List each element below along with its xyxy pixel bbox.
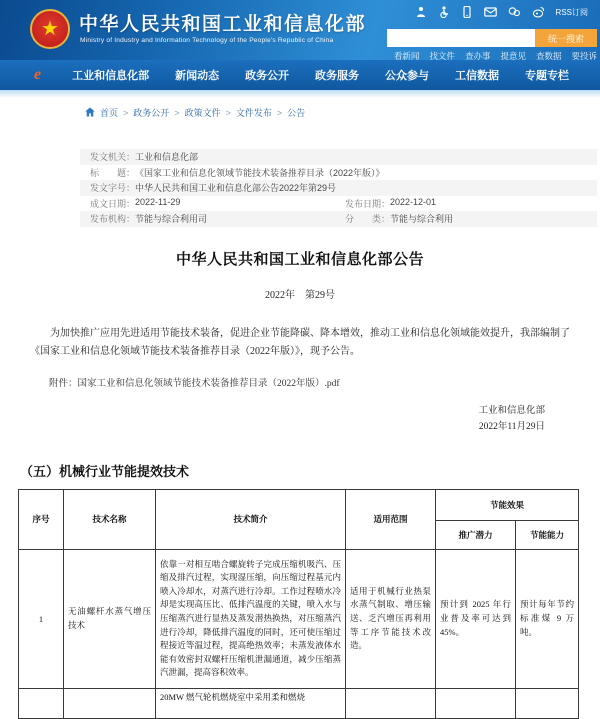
meta-label: 发文机关： [90,152,136,163]
signature-agency: 工业和信息化部 [478,405,545,416]
announcement-issue-number: 2022年 第29号 [265,289,335,301]
meta-value: 2022-11-29 [135,196,181,207]
col-header-effect-group: 节能效果 [436,489,579,520]
cell-no: 1 [19,549,64,688]
cell-no [19,688,64,718]
section-heading: （五）机械行业节能提效技术 [20,463,190,479]
home-icon[interactable] [85,107,95,119]
header-icon-bar [415,6,588,18]
meta-value: 节能与综合利用 [390,214,454,225]
meta-label: 发布机构： [90,214,136,225]
meta-label: 发文字号： [90,183,136,194]
wechat-icon[interactable] [508,6,521,18]
search-bar [387,29,597,47]
signature-date: 2022年11月29日 [478,422,545,433]
breadcrumb-policy-files[interactable]: 政策文件 [184,108,221,118]
col-header-name: 技术名称 [64,489,156,549]
meta-value: 2022-12-01 [390,196,437,207]
meta-value: 中华人民共和国工业和信息化部公告2022年第29号 [135,183,337,194]
cell-capability: 预计每年节约标准煤 9 万吨。 [516,549,579,688]
breadcrumb-separator: > [276,107,283,118]
cell-scope: 适用于机械行业热泵水蒸气制取、增压输送、乏汽增压再利用等工序节能技术改造。 [346,549,436,688]
table-row [19,549,579,688]
attachment-pdf-link[interactable]: 附件：国家工业和信息化领域节能技术装备推荐目录（2022年版）.pdf [49,378,340,389]
nav-item-participation[interactable]: 公众参与 [385,70,430,82]
col-header-capability: 节能能力 [516,520,579,549]
announcement-paragraph: 为加快推广应用先进适用节能技术装备，促进企业节能降碳、降本增效，推动工业和信息化领域能效提升，我部编制了《国家工业和信息化领域节能技术装备推荐目录（2022年版）》，现予公告。 [30,327,570,357]
breadcrumb-file-release[interactable]: 文件发布 [235,108,272,118]
breadcrumb [85,106,600,119]
unified-search-button[interactable]: 统一搜索 [535,29,597,47]
mail-icon[interactable] [484,6,497,18]
rss-subscribe-link[interactable]: RSS订阅 [555,7,588,17]
breadcrumb-home[interactable]: 首页 [100,108,119,118]
search-input[interactable] [387,29,535,47]
col-header-no: 序号 [19,489,64,549]
meta-row-doc-number [80,180,597,196]
cell-capability [516,688,579,718]
cell-potential [436,688,516,718]
mobile-icon[interactable] [461,6,473,18]
site-title: 中华人民共和国工业和信息化部 [79,14,367,35]
nav-item-gov-services[interactable]: 政务服务 [315,70,360,82]
cell-tech-intro: 20MW 燃气轮机燃烧室中采用柔和燃烧 [156,688,346,718]
header-fade-strip [0,90,600,98]
breadcrumb-separator: > [225,107,231,118]
meta-row-title [80,165,597,181]
weibo-icon[interactable] [532,6,545,18]
cell-potential: 预计到 2025 年行业普及率可达到 45%。 [436,549,516,688]
quick-link-news[interactable]: 看新闻 [393,51,420,61]
cell-tech-name [64,688,156,718]
national-emblem-icon: ★ [30,9,70,49]
sign-language-icon[interactable] [415,6,427,18]
meta-row-issuer [80,149,597,165]
meta-value: 工业和信息化部 [135,152,199,163]
meta-value: 节能与综合利用司 [135,214,208,225]
main-nav [0,60,600,90]
document-meta-box [80,149,597,227]
meta-label: 发布日期： [345,198,391,209]
breadcrumb-separator: > [123,107,129,118]
col-header-scope: 适用范围 [346,489,436,549]
breadcrumb-separator: > [174,107,180,118]
col-header-intro: 技术简介 [156,489,346,549]
miit-logo-icon: e [34,66,42,83]
quick-link-files[interactable]: 找文件 [429,51,455,61]
meta-value: 《国家工业和信息化领域节能技术装备推荐目录（2022年版）》 [135,167,385,178]
nav-item-data[interactable]: 工信数据 [455,70,500,82]
energy-tech-table [18,489,579,719]
announcement-title: 中华人民共和国工业和信息化部公告 [175,250,424,268]
quick-link-services[interactable]: 查办事 [464,51,491,61]
quick-link-data[interactable]: 查数据 [535,51,562,61]
quick-link-complaint[interactable]: 要投诉 [571,51,597,61]
cell-tech-intro: 依靠一对相互啮合螺旋转子完成压缩机吸汽、压缩及排汽过程，实现湿压缩，向压缩过程基元内喷入冷却水，对蒸汽进行冷却。工作过程喷水冷却是实现高压比、低排汽温度的关键，喷入水与压缩蒸汽进行显热及蒸发潜热换热，对压缩蒸汽进行冷却，降低排汽温度的同时，还可使压缩过程接近等温过程，提高绝热效率；未蒸发液体水能有效密封双螺杆压缩机泄漏通道，减少压缩蒸汽泄漏，提高容积效率。 [156,549,346,688]
breadcrumb-gov-affairs[interactable]: 政务公开 [133,108,170,118]
nav-items [41,67,600,83]
quick-link-feedback[interactable]: 提意见 [500,51,526,61]
table-row [19,688,579,718]
site-header [0,0,600,60]
signature-block [0,403,545,436]
nav-item-miit[interactable]: 工业和信息化部 [72,70,150,82]
accessibility-icon[interactable] [438,6,450,18]
meta-row-agency-category [80,211,597,227]
meta-label: 标 题： [90,167,136,178]
nav-item-gov-affairs[interactable]: 政务公开 [245,70,290,82]
nav-item-special-topics[interactable]: 专题专栏 [525,70,569,82]
meta-label: 分 类： [345,214,391,225]
nav-item-news[interactable]: 新闻动态 [175,70,220,82]
cell-scope [346,688,436,718]
site-subtitle: Ministry of Industry and Information Technology of the People's Republic of China [80,37,334,44]
meta-label: 成文日期： [90,198,136,209]
quick-links [394,50,597,62]
col-header-potential: 推广潜力 [436,520,516,549]
meta-row-dates [80,196,597,212]
cell-tech-name: 无油螺杆水蒸气增压技术 [64,549,156,688]
breadcrumb-announcement[interactable]: 公告 [287,108,306,118]
